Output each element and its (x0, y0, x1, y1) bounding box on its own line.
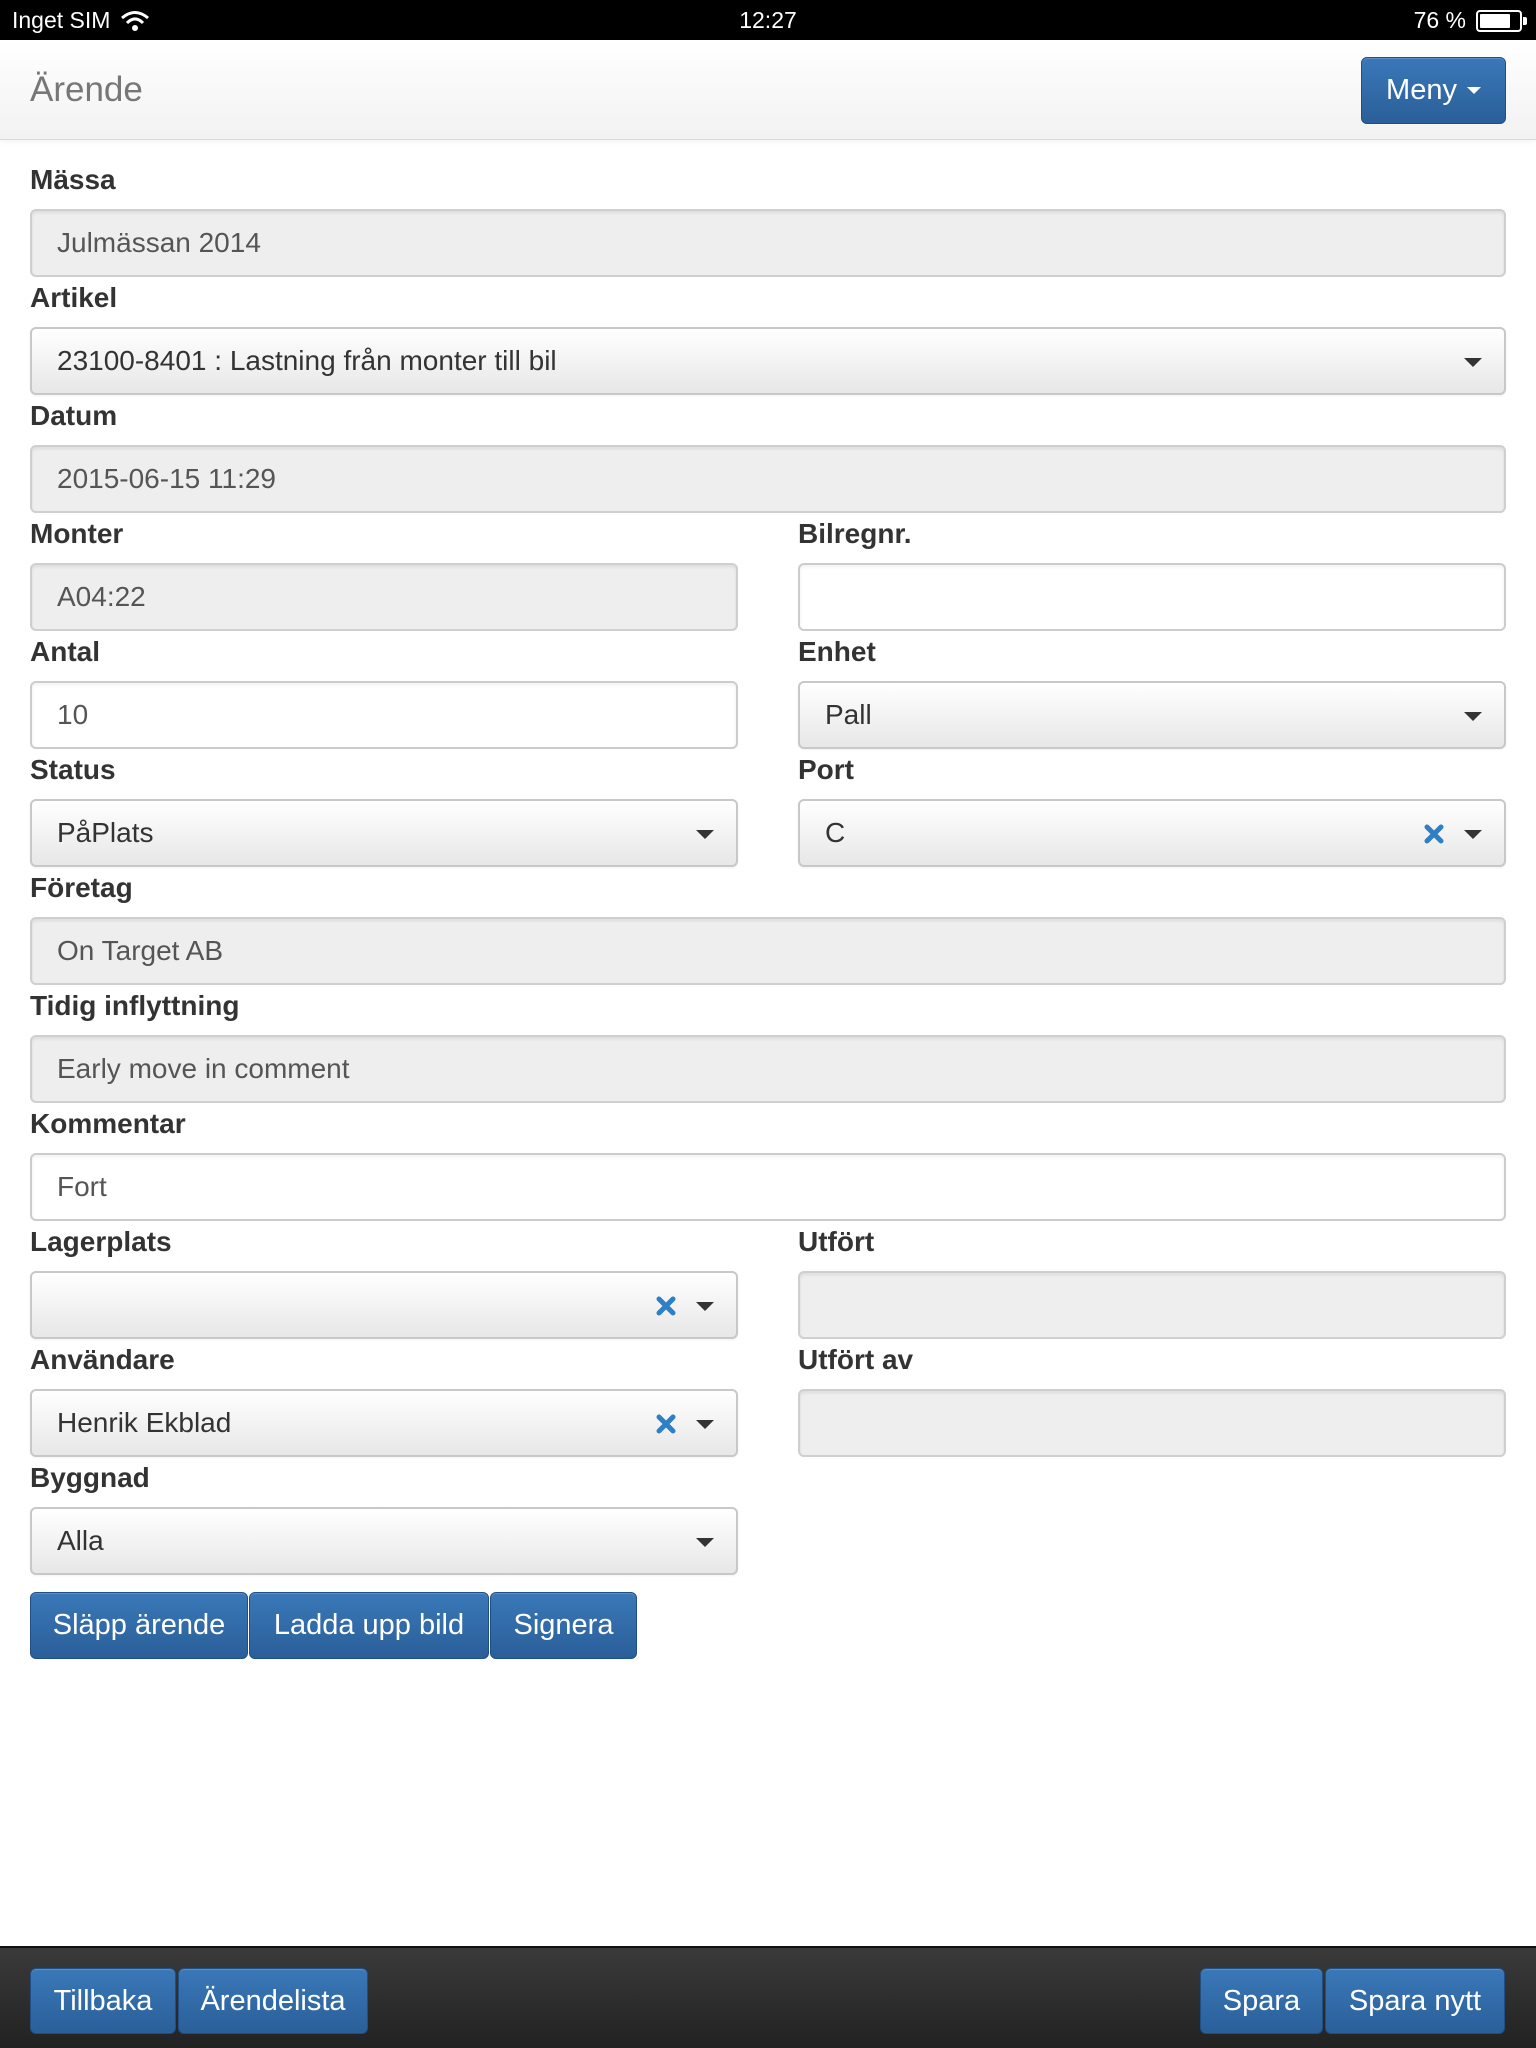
spara-button[interactable] (1200, 1968, 1323, 2034)
byggnad-label: Byggnad (30, 1462, 150, 1493)
navbar (0, 40, 1536, 140)
spara-nytt-label: Spara nytt (1348, 1984, 1482, 2017)
byggnad-value: Alla (57, 1525, 104, 1556)
ladda-upp-bild-label: Ladda upp bild (273, 1609, 465, 1641)
kommentar-value: Fort (57, 1171, 107, 1202)
artikel-value: 23100-8401 : Lastning från monter till bil (57, 345, 557, 376)
menu-button-label: Meny (1386, 74, 1457, 106)
menu-button[interactable] (1361, 57, 1506, 124)
chevron-down-icon (696, 830, 714, 839)
port-label: Port (798, 754, 854, 785)
battery-indicator (1414, 7, 1522, 34)
foretag-label: Företag (30, 872, 133, 903)
status-label: Status (30, 754, 116, 785)
battery-percent: 76 % (1413, 7, 1466, 33)
lagerplats-label: Lagerplats (30, 1226, 172, 1257)
massa-field (30, 209, 1506, 277)
spara-nytt-button[interactable] (1325, 1968, 1505, 2034)
chevron-down-icon (1464, 358, 1482, 367)
slapp-arende-label: Släpp ärende (52, 1609, 226, 1641)
arendelista-label: Ärendelista (200, 1984, 346, 2017)
bottom-toolbar (0, 1946, 1536, 2048)
chevron-down-icon (696, 1420, 714, 1429)
tidig-inflyttning-value: Early move in comment (57, 1053, 350, 1084)
artikel-select[interactable] (30, 327, 1506, 395)
clear-icon[interactable] (652, 1291, 680, 1321)
status-time: 12:27 (739, 7, 797, 33)
status-value: PåPlats (57, 817, 154, 848)
enhet-label: Enhet (798, 636, 876, 667)
chevron-down-icon (1464, 830, 1482, 839)
ladda-upp-bild-button[interactable] (249, 1592, 489, 1659)
anvandare-label: Användare (30, 1344, 175, 1375)
kommentar-label: Kommentar (30, 1108, 186, 1139)
caret-down-icon (1467, 87, 1481, 94)
clear-icon[interactable] (652, 1409, 680, 1439)
byggnad-select[interactable] (30, 1507, 738, 1575)
utfort-av-label: Utfört av (798, 1344, 914, 1375)
ios-status-bar (0, 0, 1536, 40)
chevron-down-icon (1464, 712, 1482, 721)
enhet-value: Pall (825, 699, 872, 730)
anvandare-select[interactable] (30, 1389, 738, 1457)
battery-icon (1476, 10, 1522, 32)
chevron-down-icon (696, 1538, 714, 1547)
signera-button[interactable] (490, 1592, 637, 1659)
arendelista-button[interactable] (178, 1968, 368, 2034)
bilregnr-label: Bilregnr. (798, 518, 912, 549)
port-select[interactable] (798, 799, 1506, 867)
datum-value: 2015-06-15 11:29 (57, 463, 276, 494)
signera-label: Signera (513, 1609, 614, 1641)
lagerplats-select[interactable] (30, 1271, 738, 1339)
artikel-label: Artikel (30, 282, 118, 313)
page-title: Ärende (30, 70, 143, 109)
status-select[interactable] (30, 799, 738, 867)
clear-icon[interactable] (1420, 819, 1448, 849)
port-value: C (825, 817, 846, 848)
datum-field (30, 445, 1506, 513)
utfort-field (798, 1271, 1506, 1339)
foretag-field (30, 917, 1506, 985)
slapp-arende-button[interactable] (30, 1592, 248, 1659)
massa-label: Mässa (30, 164, 116, 195)
antal-value: 10 (57, 699, 89, 730)
tillbaka-label: Tillbaka (53, 1984, 153, 2017)
utfort-label: Utfört (798, 1226, 875, 1257)
anvandare-value: Henrik Ekblad (57, 1407, 232, 1438)
spara-label: Spara (1222, 1984, 1301, 2017)
monter-value: A04:22 (57, 581, 146, 612)
utfort-av-field (798, 1389, 1506, 1457)
datum-label: Datum (30, 400, 118, 431)
tillbaka-button[interactable] (30, 1968, 176, 2034)
bilregnr-input[interactable] (798, 563, 1506, 631)
antal-label: Antal (30, 636, 100, 667)
monter-field (30, 563, 738, 631)
kommentar-input[interactable] (30, 1153, 1506, 1221)
tidig-inflyttning-field (30, 1035, 1506, 1103)
tidig-inflyttning-label: Tidig inflyttning (30, 990, 240, 1021)
massa-value: Julmässan 2014 (57, 227, 261, 258)
carrier-label: Inget SIM (12, 7, 111, 33)
monter-label: Monter (30, 518, 124, 549)
antal-input[interactable] (30, 681, 738, 749)
chevron-down-icon (696, 1302, 714, 1311)
enhet-select[interactable] (798, 681, 1506, 749)
foretag-value: On Target AB (57, 935, 224, 966)
